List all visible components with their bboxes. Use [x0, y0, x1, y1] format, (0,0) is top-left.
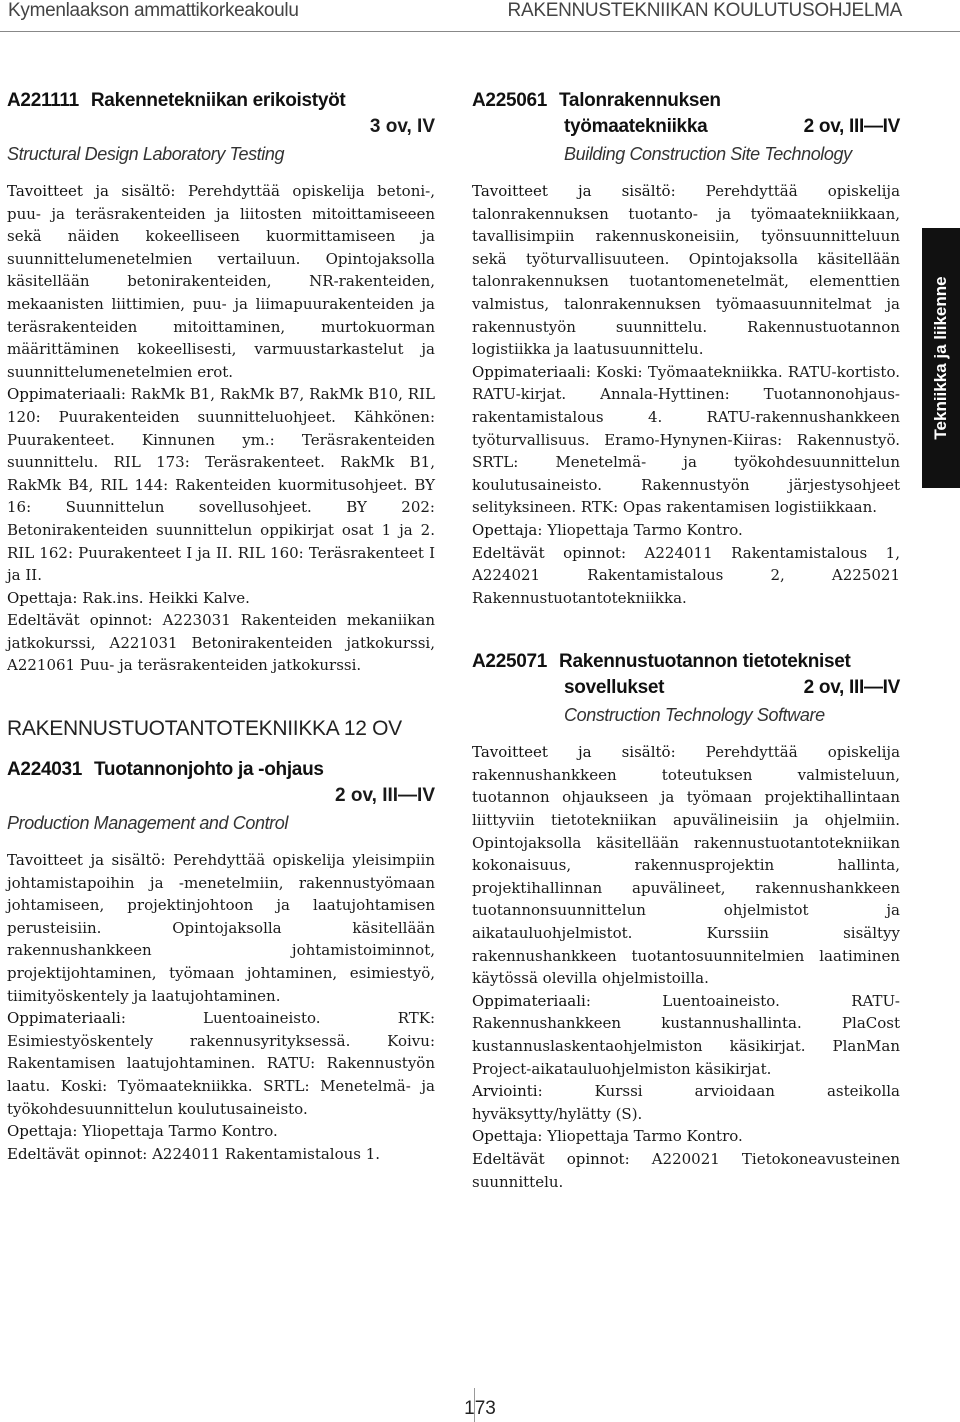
- course-goals: Tavoitteet ja sisältö: Perehdyttää opiskelija betoni-, puu- ja teräsrakenteiden ja liitosten mitoittamiseeen sekä näiden kokeelliseen kuormittamiseen ja suunnittelumenetelmien vertailuun. Opintojaksolla käsitellään betonirakenteiden, NR-rakenteiden, mekaanisten liittimien, puu- ja liimapuurakenteiden ja teräsrakenteiden mitoittaminen, murtokuorman määrittäminen kokeellisesti, varmuustarkastelut ja suunnittelumenetelmien erot.: [7, 182, 435, 381]
- course-name-line1: Talonrakennuksen: [559, 90, 721, 111]
- materials-label: Oppimateriaali: [7, 385, 121, 404]
- course-prereq: Edeltävät opinnot: A223031 Rakenteiden mekaniikan jatkokurssi, A221031 Betonirakenteiden jatkokurssi, A221061 Puu- ja teräsrakenteiden jatkokurssi.: [7, 611, 435, 675]
- course-english-title: Building Construction Site Technology: [564, 144, 852, 164]
- course-english-title: Production Management and Control: [7, 813, 288, 834]
- prereq-text: A223031 Rakenteiden mekaniikan jatkokurssi, A221031 Betonirakenteiden jatkokurssi, A221061 Puu- ja teräsrakenteiden jatkokurssi.: [7, 611, 435, 675]
- header-rule: [0, 31, 960, 32]
- goals-text: Perehdyttää opiskelija talonrakennuksen tuotanto- ja työmaatekniikkaan, tavallisimpiin rakennuskoneisiin, työnsuunnitteluun sekä työturvallisuuteen. Opintojaksolla käsitellään talonrakennuksen tuotantomenetelmät, elementtien valmistus, talonrakennuksen työmaasuunnitelmat ja rakennustyön suunnittelu. Rakennustuotannon logistiikka ja laatusuunnittelu.: [472, 182, 901, 359]
- course-credits: 2 ov, III—IV: [335, 785, 435, 807]
- course-name-line2: sovellukset: [564, 677, 665, 699]
- goals-label: Tavoitteet ja sisältö: [7, 182, 171, 200]
- running-header: [0, 0, 960, 32]
- course-teacher: Opettaja: Yliopettaja Tarmo Kontro.: [7, 1122, 278, 1141]
- course-title: [7, 88, 435, 114]
- teacher-label: Opettaja: [7, 588, 73, 607]
- course-a225061: [472, 88, 900, 609]
- course-prereq: Edeltävät opinnot: A220021 Tietokoneavusteinen suunnittelu.: [472, 1149, 900, 1191]
- course-a221111: [7, 88, 435, 677]
- materials-label: Oppimateriaali: [472, 991, 586, 1010]
- course-credits: 2 ov, III—IV: [803, 677, 900, 699]
- materials-text: Koski: Työmaatekniikka. RATU-kortisto. RATU-kirjat. Annala-Hyttinen: Tuotannonohjaus-rakentamistalous 4. RATU-rakennushankkeen työturvallisuus. Eramo-Hynynen-Kiiras: Rakennustyö. SRTL: Menetelmä- ja työkohdesuunnittelun koulutusaineisto. Rakennustyön järjestysohjeet selityksineen. RTK: Opas rakentamisen logistiikkaan.: [472, 362, 900, 517]
- course-code: A225061: [472, 90, 548, 111]
- header-school: Kymenlaakson ammattikorkeakoulu: [8, 0, 299, 21]
- course-code: A221111: [7, 90, 79, 111]
- course-materials: Oppimateriaali: Luentoaineisto. RTK: Esimiestyöskentely rakennusyrityksessä. Koivu: Rakentamisen laatujohtaminen. RATU: Rakennustyön laatu. Koski: Työmaatekniikka. SRTL: Menetelmä- ja työkohdesuunnittelun koulutusaineisto.: [7, 1009, 435, 1118]
- course-goals: Tavoitteet ja sisältö: Perehdyttää opiskelija talonrakennuksen tuotanto- ja työmaatekniikkaan, tavallisimpiin rakennuskoneisiin, työnsuunnitteluun sekä työturvallisuuteen. Opintojaksolla käsitellään talonrakennuksen tuotantomenetelmät, elementtien valmistus, talonrakennuksen työmaasuunnitelmat ja rakennustyön suunnittelu. Rakennustuotannon logistiikka ja laatusuunnittelu.: [472, 182, 901, 359]
- teacher-label: Opettaja: [472, 1127, 538, 1146]
- prereq-label: Edeltävät opinnot: [7, 611, 148, 630]
- teacher-label: Opettaja: [472, 520, 538, 539]
- course-credits: 3 ov, IV: [369, 116, 435, 137]
- prereq-label: Edeltävät opinnot: [472, 1149, 625, 1168]
- materials-label: Oppimateriaali: [7, 1009, 121, 1028]
- course-name: Rakennetekniikan erikoistyöt: [90, 90, 346, 111]
- course-prereq: Edeltävät opinnot: A224011 Rakentamistalous 1, A224021 Rakentamistalous 2, A225021 Rakennustuotantotekniikka.: [472, 543, 900, 607]
- course-title: [472, 649, 900, 675]
- page-number: 173: [464, 1398, 496, 1419]
- goals-text: Perehdyttää opiskelija yleisimpiin johtamistapoihin ja -menetelmiin, rakennustyömaan johtamiseen, projektinjohtoon ja laatujohtamisen perusteisiin. Opintojaksolla käsitellään rakennushankkeen johtamistoiminnot, projektijohtaminen, työmaan johtaminen, esimiestyö, tiimityöskentely ja laatujohtaminen.: [7, 851, 435, 1005]
- course-materials: Oppimateriaali: Koski: Työmaatekniikka. RATU-kortisto. RATU-kirjat. Annala-Hyttinen: Tuotannonohjaus-rakentamistalous 4. RATU-rakennushankkeen työturvallisuus. Eramo-Hynynen-Kiiras: Rakennustyö. SRTL: Menetelmä- ja työkohdesuunnittelun koulutusaineisto. Rakennustyön järjestysohjeet selityksineen. RTK: Opas rakentamisen logistiikkaan.: [472, 362, 900, 517]
- teacher-text: Rak.ins. Heikki Kalve.: [82, 588, 250, 607]
- materials-text: Luentoaineisto. RATU-Rakennushankkeen kustannushallinta. PlaCost kustannuslaskentaohjelmiston käsikirjat. PlanMan Project-aikatauluohjelmiston käsikirjat.: [472, 991, 900, 1078]
- course-a225071: [472, 649, 900, 1193]
- side-tab: [922, 228, 960, 488]
- materials-text: Luentoaineisto. RTK: Esimiestyöskentely rakennusyrityksessä. Koivu: Rakentamisen laatujohtaminen. RATU: Rakennustyön laatu. Koski: Työmaatekniikka. SRTL: Menetelmä- ja työkohdesuunnittelun koulutusaineisto.: [7, 1009, 435, 1118]
- goals-text: Perehdyttää opiskelija betoni-, puu- ja teräsrakenteiden ja liitosten mitoittamiseeen sekä näiden kokeelliseen kuormittamiseen ja suunnittelumenetelmien vertailuun. Opintojaksolla käsitellään betonirakenteiden, NR-rakenteiden, mekaanisten liittimien, puu- ja liimapuurakenteiden ja teräsrakenteiden mitoittaminen, murtokuorman määrittäminen kokeellisesti, varmuustarkastelut ja suunnittelumenetelmien erot.: [7, 182, 435, 381]
- goals-label: Tavoitteet ja sisältö: [472, 743, 671, 762]
- right-column: [472, 88, 900, 1193]
- side-tab-label: Tekniikka ja liikenne: [931, 276, 950, 440]
- course-prereq: Edeltävät opinnot: A224011 Rakentamistalous 1.: [7, 1144, 381, 1163]
- prereq-text: A224011 Rakentamistalous 1.: [152, 1144, 381, 1163]
- section-heading: RAKENNUSTUOTANTOTEKNIIKKA 12 OV: [7, 717, 402, 741]
- goals-text: Perehdyttää opiskelija rakennushankkeen toteutuksen valmisteluun, tuotannon ohjaukseen ja työmaan projektihallintaan liittyviin tietotekniikan apuvälineisiin ja ohjelmiin. Opintojaksolla käsitellään rakennustuotantotekniikan kokonaisuus, rakennusprojektin hallinta, projektihallinnan apuvälineet, rakennushankkeen tuotannonsuunnittelun ohjelmistot ja aikatauluohjelmistot. Kurssiin sisältyy rakennushankkeen tuotantosuunnitelmien laatiminen käytössä olevilla ohjelmistoilla.: [472, 743, 901, 988]
- course-teacher: Opettaja: Yliopettaja Tarmo Kontro.: [472, 1127, 743, 1146]
- course-materials: Oppimateriaali: Luentoaineisto. RATU-Rakennushankkeen kustannushallinta. PlaCost kustannuslaskentaohjelmiston käsikirjat. PlanMan Project-aikatauluohjelmiston käsikirjat.: [472, 991, 900, 1078]
- course-a224031: [7, 757, 435, 1165]
- course-english-title: Construction Technology Software: [564, 705, 825, 726]
- left-column: [7, 88, 435, 1165]
- prereq-label: Edeltävät opinnot: [472, 543, 621, 562]
- teacher-text: Yliopettaja Tarmo Kontro.: [547, 520, 743, 539]
- goals-label: Tavoitteet ja sisältö: [472, 182, 671, 200]
- header-program: RAKENNUSTEKNIIKAN KOULUTUSOHJELMA: [507, 0, 902, 21]
- materials-text: RakMk B1, RakMk B7, RakMk B10, RIL 120: Puurakenteiden suunnitteluohjeet. Kähkönen: Puurakenteet. Kinnunen ym.: Teräsrakenteiden suunnittelu. RIL 173: Teräsrakenteet. RakMk B1, RakMk B4, RIL 144: Rakenteiden kuormitusohjeet. BY 16: Suunnittelun sovellusohjeet. BY 202: Betonirakenteiden suunnittelun oppikirjat osat 1 ja 2. RIL 162: Puurakenteet I ja II. RIL 160: Teräsrakenteet I ja II.: [7, 385, 435, 585]
- prereq-text: A224011 Rakentamistalous 1, A224021 Rakentamistalous 2, A225021 Rakennustuotantotekniikka.: [472, 543, 900, 607]
- course-code: A224031: [7, 759, 83, 781]
- course-title-row2: [472, 114, 900, 140]
- course-name: Tuotannonjohto ja -ohjaus: [94, 759, 324, 781]
- course-teacher: Opettaja: Yliopettaja Tarmo Kontro.: [472, 520, 743, 539]
- course-credits: 2 ov, III—IV: [803, 116, 900, 137]
- goals-label: Tavoitteet ja sisältö: [7, 851, 161, 870]
- course-code: A225071: [472, 651, 548, 673]
- teacher-text: Yliopettaja Tarmo Kontro.: [547, 1127, 743, 1146]
- assessment-text: Kurssi arvioidaan asteikolla hyväksytty/hylätty (S).: [472, 1082, 900, 1123]
- course-materials: Oppimateriaali: RakMk B1, RakMk B7, RakMk B10, RIL 120: Puurakenteiden suunnitteluohjeet. Kähkönen: Puurakenteet. Kinnunen ym.: Teräsrakenteiden suunnittelu. RIL 173: Teräsrakenteet. RakMk B1, RakMk B4, RIL 144: Rakenteiden kuormitusohjeet. BY 16: Suunnittelun sovellusohjeet. BY 202: Betonirakenteiden suunnittelun oppikirjat osat 1 ja 2. RIL 162: Puurakenteet I ja II. RIL 160: Teräsrakenteet I ja II.: [7, 385, 435, 585]
- course-goals: Tavoitteet ja sisältö: Perehdyttää opiskelija rakennushankkeen toteutuksen valmisteluun, tuotannon ohjaukseen ja työmaan projektihallintaan liittyviin tietotekniikan apuvälineisiin ja ohjelmiin. Opintojaksolla käsitellään rakennustuotantotekniikan kokonaisuus, rakennusprojektin hallinta, projektihallinnan apuvälineet, rakennushankkeen tuotannonsuunnittelun ohjelmistot ja aikatauluohjelmistot. Kurssiin sisältyy rakennushankkeen tuotantosuunnitelmien laatiminen käytössä olevilla ohjelmistoilla.: [472, 743, 901, 988]
- teacher-text: Yliopettaja Tarmo Kontro.: [82, 1122, 278, 1141]
- teacher-label: Opettaja: [7, 1122, 73, 1141]
- course-teacher: Opettaja: Rak.ins. Heikki Kalve.: [7, 588, 250, 607]
- course-name-line1: Rakennustuotannon tietotekniset: [559, 651, 851, 673]
- course-assessment: Arviointi: Kurssi arvioidaan asteikolla hyväksytty/hylätty (S).: [472, 1082, 900, 1123]
- course-english-title: Structural Design Laboratory Testing: [7, 144, 285, 164]
- course-name-line2: työmaatekniikka: [564, 116, 708, 137]
- prereq-label: Edeltävät opinnot: [7, 1144, 143, 1163]
- course-goals: Tavoitteet ja sisältö: Perehdyttää opiskelija yleisimpiin johtamistapoihin ja -menetelmiin, rakennustyömaan johtamiseen, projektinjohtoon ja laatujohtamisen perusteisiin. Opintojaksolla käsitellään rakennushankkeen johtamistoiminnot, projektijohtaminen, työmaan johtaminen, esimiestyö, tiimityöskentely ja laatujohtaminen.: [7, 851, 435, 1005]
- course-title: [7, 757, 435, 783]
- materials-label: Oppimateriaali: [472, 362, 586, 381]
- course-title: [472, 88, 900, 114]
- assessment-label: Arviointi: [472, 1082, 538, 1101]
- prereq-text: A220021 Tietokoneavusteinen suunnittelu.: [472, 1149, 900, 1191]
- course-title-row2: [472, 675, 900, 701]
